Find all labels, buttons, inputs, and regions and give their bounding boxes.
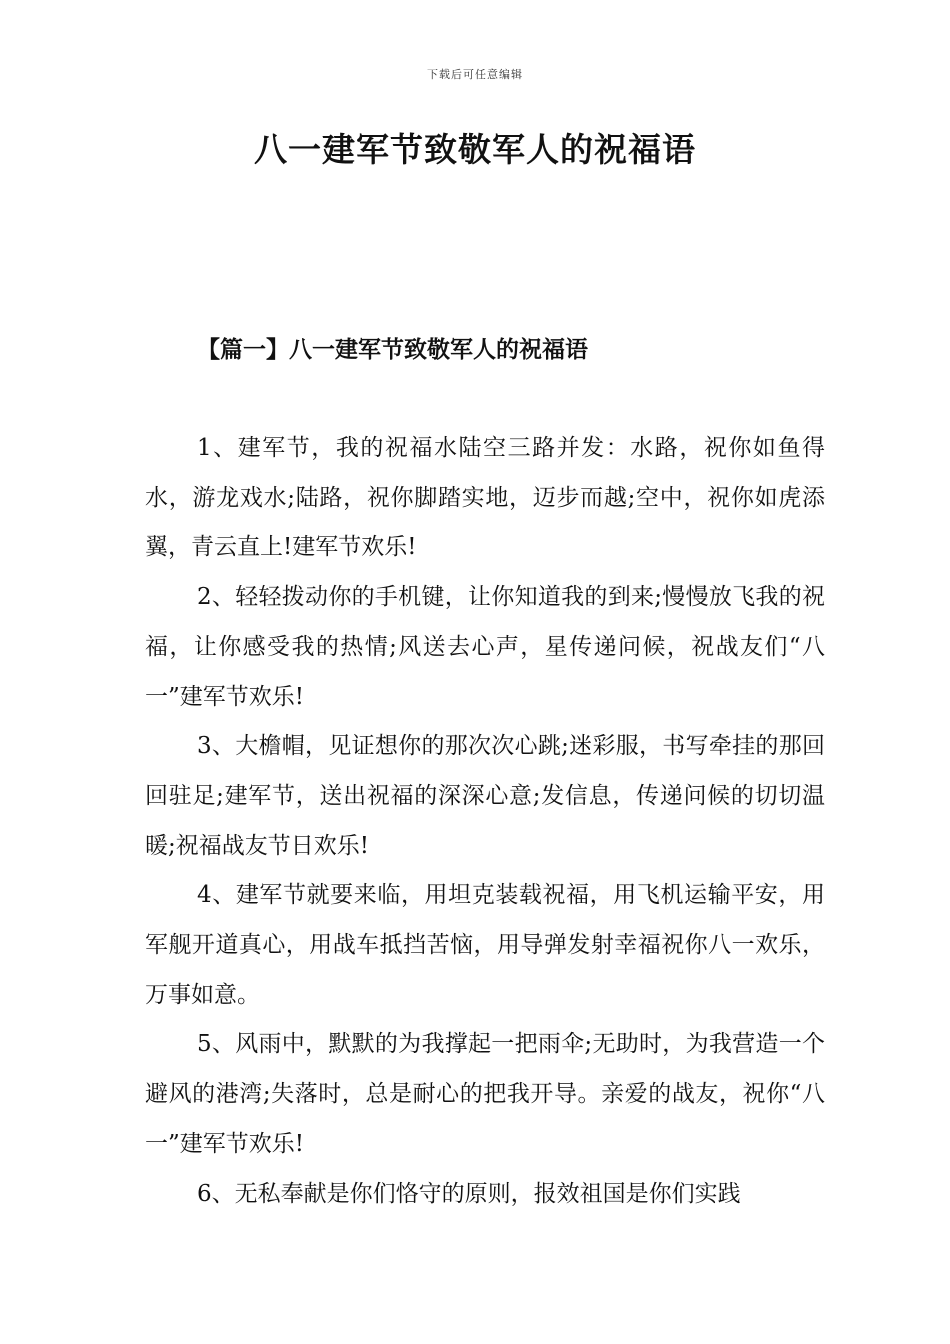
section-heading: 【篇一】八一建军节致敬军人的祝福语 <box>197 336 588 363</box>
document-body <box>145 424 825 1219</box>
header-note: 下载后可任意编辑 <box>427 68 523 81</box>
paragraph-3: 3、大檐帽，见证想你的那次次心跳;迷彩服，书写牵挂的那回回驻足;建军节，送出祝福的深深心意;发信息，传递问候的切切温暖;祝福战友节日欢乐! <box>145 733 825 859</box>
paragraph-4: 4、建军节就要来临，用坦克装载祝福，用飞机运输平安，用军舰开道真心，用战车抵挡苦恼，用导弹发射幸福祝你八一欢乐，万事如意。 <box>145 882 825 1008</box>
paragraph-5: 5、风雨中，默默的为我撑起一把雨伞;无助时，为我营造一个避风的港湾;失落时，总是耐心的把我开导。亲爱的战友，祝你“八一”建军节欢乐! <box>145 1031 825 1157</box>
paragraph-1: 1、建军节，我的祝福水陆空三路并发：水路，祝你如鱼得水，游龙戏水;陆路，祝你脚踏实地，迈步而越;空中，祝你如虎添翼，青云直上!建军节欢乐! <box>145 435 825 561</box>
paragraph-2: 2、轻轻拨动你的手机键，让你知道我的到来;慢慢放飞我的祝福，让你感受我的热情;风送去心声，星传递问候，祝战友们“八一”建军节欢乐! <box>145 584 825 710</box>
paragraph-6: 6、无私奉献是你们恪守的原则，报效祖国是你们实践 <box>197 1180 741 1207</box>
document-title: 八一建军节致敬军人的祝福语 <box>254 130 696 169</box>
